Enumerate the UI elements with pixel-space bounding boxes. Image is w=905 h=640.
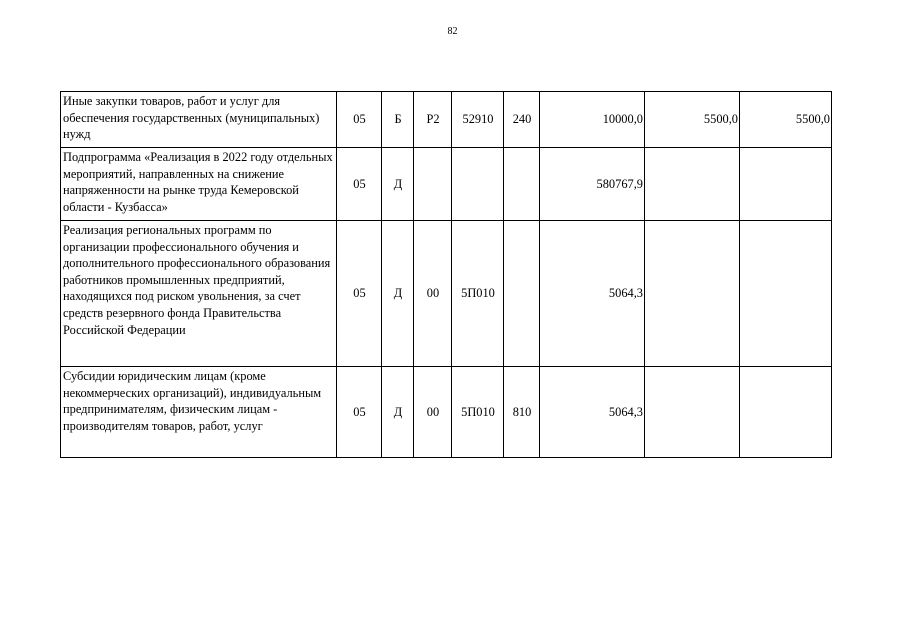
program-cell: Д bbox=[382, 221, 414, 367]
program-cell: Д bbox=[382, 148, 414, 221]
amount-1-cell: 5064,3 bbox=[540, 367, 645, 458]
expense-type-cell: 240 bbox=[504, 92, 540, 148]
row-name-cell: Подпрограмма «Реализация в 2022 году отдельных мероприятий, направленных на снижение напряженности на рынке труда Кемеровской области - Кузбасса» bbox=[61, 148, 337, 221]
amount-2-cell: 5500,0 bbox=[645, 92, 740, 148]
direction-cell: 5П010 bbox=[452, 367, 504, 458]
section-cell: 05 bbox=[337, 92, 382, 148]
row-name-cell: Реализация региональных программ по организации профессионального обучения и дополнительного профессионального образования работников промышленных предприятий, находящихся под риском увольнения, за счет средств резервного фонда Правительства Российской Федерации bbox=[61, 221, 337, 367]
subprogram-cell: 00 bbox=[414, 221, 452, 367]
subprogram-cell: Р2 bbox=[414, 92, 452, 148]
budget-table bbox=[60, 91, 832, 458]
row-name-cell: Иные закупки товаров, работ и услуг для обеспечения государственных (муниципальных) нужд bbox=[61, 92, 337, 148]
table-row bbox=[61, 148, 832, 221]
amount-3-cell bbox=[740, 367, 832, 458]
amount-1-cell: 5064,3 bbox=[540, 221, 645, 367]
amount-1-cell: 10000,0 bbox=[540, 92, 645, 148]
table-row bbox=[61, 221, 832, 367]
direction-cell: 52910 bbox=[452, 92, 504, 148]
subprogram-cell: 00 bbox=[414, 367, 452, 458]
table-row bbox=[61, 92, 832, 148]
expense-type-cell bbox=[504, 221, 540, 367]
amount-2-cell bbox=[645, 221, 740, 367]
amount-3-cell bbox=[740, 148, 832, 221]
amount-2-cell bbox=[645, 367, 740, 458]
expense-type-cell: 810 bbox=[504, 367, 540, 458]
program-cell: Д bbox=[382, 367, 414, 458]
amount-1-cell: 580767,9 bbox=[540, 148, 645, 221]
row-name-cell: Субсидии юридическим лицам (кроме некоммерческих организаций), индивидуальным предпринимателям, физическим лицам - производителям товаров, работ, услуг bbox=[61, 367, 337, 458]
amount-3-cell: 5500,0 bbox=[740, 92, 832, 148]
expense-type-cell bbox=[504, 148, 540, 221]
direction-cell: 5П010 bbox=[452, 221, 504, 367]
page-number: 82 bbox=[447, 26, 458, 37]
program-cell: Б bbox=[382, 92, 414, 148]
amount-3-cell bbox=[740, 221, 832, 367]
table-row bbox=[61, 367, 832, 458]
section-cell: 05 bbox=[337, 148, 382, 221]
section-cell: 05 bbox=[337, 367, 382, 458]
subprogram-cell bbox=[414, 148, 452, 221]
section-cell: 05 bbox=[337, 221, 382, 367]
amount-2-cell bbox=[645, 148, 740, 221]
direction-cell bbox=[452, 148, 504, 221]
